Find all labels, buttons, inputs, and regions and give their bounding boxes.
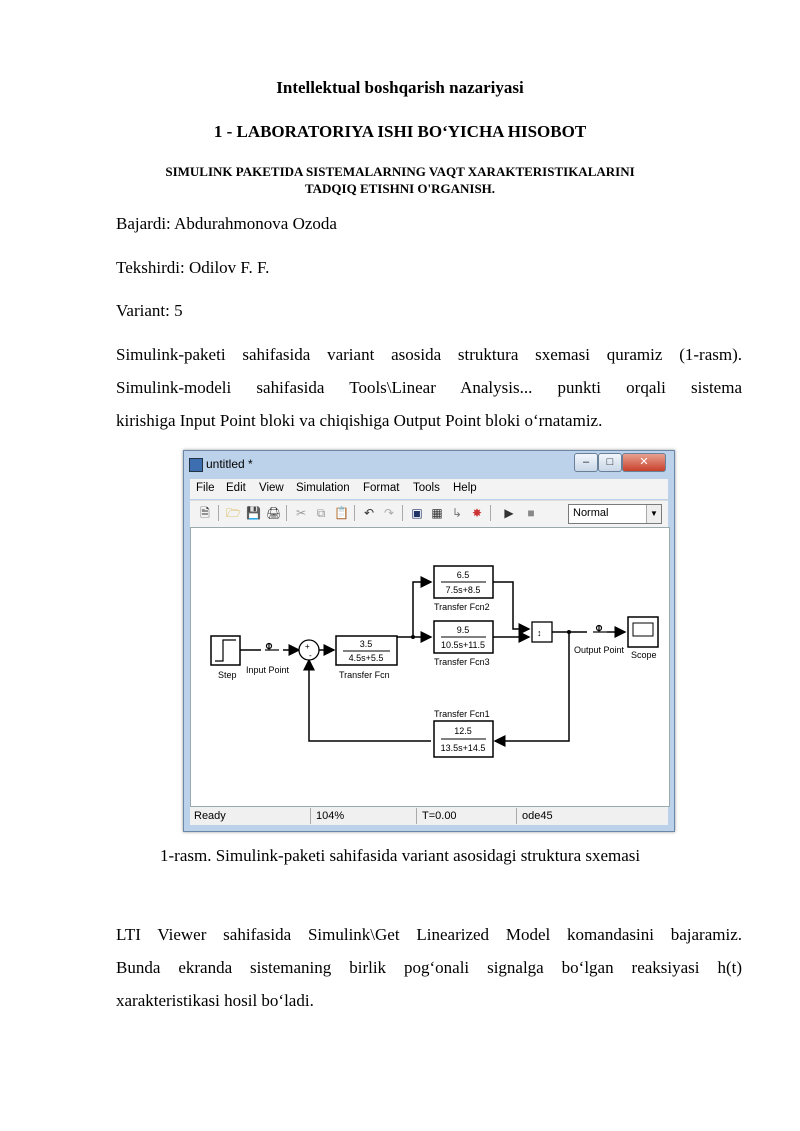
- subject-title: Intellektual boshqarish nazariyasi: [276, 78, 524, 97]
- svg-text:↕: ↕: [537, 628, 542, 638]
- hierarchy-icon[interactable]: ↳: [451, 506, 463, 520]
- status-solver: ode45: [522, 810, 553, 822]
- copy-icon[interactable]: ⧉: [316, 506, 326, 520]
- undo-icon[interactable]: ↶: [363, 506, 375, 520]
- library-browser-icon[interactable]: ▣: [411, 506, 423, 520]
- status-zoom: 104%: [316, 810, 345, 822]
- tf3-num: 9.5: [456, 625, 470, 635]
- simulation-mode-value: Normal: [573, 507, 609, 519]
- variant-line: Variant: 5: [116, 301, 183, 320]
- menu-file[interactable]: File: [196, 482, 215, 494]
- debug-icon[interactable]: ✸: [471, 506, 483, 520]
- step-block[interactable]: [211, 636, 240, 665]
- window-title: untitled *: [206, 457, 253, 471]
- menu-tools[interactable]: Tools: [413, 482, 440, 494]
- tf1-num: 12.5: [454, 726, 472, 736]
- model-canvas[interactable]: [190, 527, 670, 807]
- menu-view[interactable]: View: [259, 482, 284, 494]
- new-file-icon[interactable]: 🗎: [200, 506, 210, 520]
- menu-help[interactable]: Help: [453, 482, 477, 494]
- tf3-label: Transfer Fcn3: [434, 657, 490, 667]
- open-folder-icon[interactable]: 🗁: [226, 506, 241, 520]
- topic-line-1: SIMULINK PAKETIDA SISTEMALARNING VAQT XARAKTERISTIKALARINI: [165, 164, 635, 179]
- svg-text:+: +: [305, 642, 310, 651]
- paste-icon[interactable]: 📋: [334, 506, 349, 520]
- performer-line: Bajardi: Abdurahmonova Ozoda: [116, 214, 337, 233]
- input-point-marker[interactable]: [265, 643, 279, 650]
- simulink-window: [183, 450, 675, 832]
- block-diagram: [191, 528, 669, 806]
- output-point-marker[interactable]: [593, 625, 607, 632]
- tf-main-den: 4.5s+5.5: [348, 653, 384, 663]
- scope-label: Scope: [631, 650, 657, 660]
- cut-icon[interactable]: ✂: [295, 506, 307, 520]
- start-simulation-icon[interactable]: ▶: [504, 506, 514, 520]
- input-point-label: Input Point: [246, 665, 290, 675]
- para1-line-2: Simulink-modeli sahifasida Tools\Linear Analysis... punkti orqali sistema: [116, 378, 742, 397]
- para2-line-2: Bunda ekranda sistemaning birlik pog‘onali signalga bo‘lgan reaksiyasi h(t): [116, 958, 742, 977]
- sum-block[interactable]: [299, 640, 319, 660]
- para2-line-3: xarakteristikasi hosil bo‘ladi.: [116, 991, 314, 1010]
- sum2-block[interactable]: [532, 622, 552, 642]
- status-ready: Ready: [194, 810, 226, 822]
- toolbar: [190, 500, 668, 527]
- maximize-button[interactable]: □: [598, 453, 622, 472]
- status-time: T=0.00: [422, 810, 457, 822]
- tf2-den: 7.5s+8.5: [445, 585, 481, 595]
- tf1-label: Transfer Fcn1: [434, 709, 490, 719]
- model-explorer-icon[interactable]: ▦: [431, 506, 443, 520]
- stop-simulation-icon[interactable]: ■: [527, 506, 535, 520]
- para1-line-1: Simulink-paketi sahifasida variant asosida struktura sxemasi quramiz (1-rasm).: [116, 345, 742, 364]
- para2-line-1: LTI Viewer sahifasida Simulink\Get Linearized Model komandasini bajaramiz.: [116, 925, 742, 944]
- tf-main-label: Transfer Fcn: [339, 670, 390, 680]
- simulation-mode-select[interactable]: [568, 504, 662, 524]
- svg-text:-: -: [309, 651, 312, 660]
- window-titlebar: [184, 451, 674, 477]
- tf2-label: Transfer Fcn2: [434, 602, 490, 612]
- step-label: Step: [218, 670, 237, 680]
- menu-format[interactable]: Format: [363, 482, 400, 494]
- menu-edit[interactable]: Edit: [226, 482, 246, 494]
- topic-line-2: TADQIQ ETISHNI O'RGANISH.: [304, 181, 496, 196]
- report-title: 1 - LABORATORIYA ISHI BO‘YICHA HISOBOT: [213, 122, 587, 141]
- status-bar: [190, 807, 668, 825]
- menu-simulation[interactable]: Simulation: [296, 482, 350, 494]
- lti-paragraph: [116, 918, 742, 1017]
- para1-line-3: kirishiga Input Point bloki va chiqishiga Output Point bloki o‘rnatamiz.: [116, 411, 603, 430]
- tf1-den: 13.5s+14.5: [440, 743, 486, 753]
- close-button[interactable]: ✕: [622, 453, 666, 472]
- simulink-app-icon: [189, 458, 203, 472]
- chevron-down-icon[interactable]: ▼: [646, 505, 661, 523]
- redo-icon[interactable]: ↷: [383, 506, 395, 520]
- tf3-den: 10.5s+11.5: [440, 640, 486, 650]
- print-icon[interactable]: 🖨: [266, 506, 282, 520]
- menu-bar: [190, 479, 668, 499]
- output-point-label: Output Point: [574, 645, 625, 655]
- minimize-button[interactable]: –: [574, 453, 598, 472]
- tf2-num: 6.5: [456, 570, 470, 580]
- tf-main-num: 3.5: [359, 639, 373, 649]
- figure-caption: 1-rasm. Simulink-paketi sahifasida variant asosidagi struktura sxemasi: [160, 846, 641, 865]
- intro-paragraph: [116, 338, 742, 437]
- scope-block[interactable]: [628, 617, 658, 647]
- save-icon[interactable]: 💾: [246, 506, 261, 520]
- checker-line: Tekshirdi: Odilov F. F.: [116, 258, 270, 277]
- topic-title: [100, 163, 700, 197]
